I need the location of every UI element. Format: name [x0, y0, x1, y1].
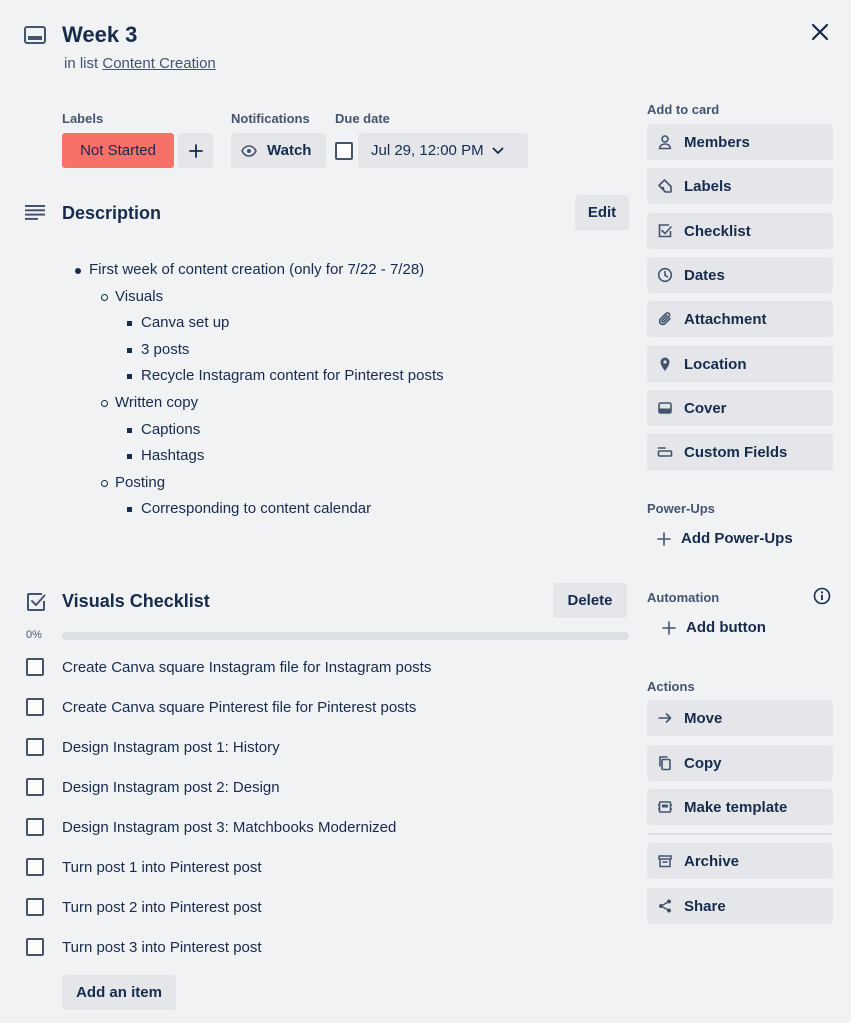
checklist-item[interactable]: [26, 935, 626, 959]
add-label-button[interactable]: [178, 133, 213, 168]
dates-button[interactable]: [647, 257, 833, 293]
description-group-label: Posting: [115, 473, 166, 491]
attachment-label: Attachment: [684, 310, 767, 328]
info-icon[interactable]: [813, 587, 831, 605]
add-to-card-heading: Add to card: [647, 102, 720, 117]
list-link[interactable]: Content Creation: [102, 55, 216, 72]
share-icon: [657, 898, 673, 914]
description-body[interactable]: [75, 257, 444, 523]
members-button[interactable]: [647, 124, 833, 160]
checklist-item[interactable]: [26, 815, 626, 839]
checklist-item[interactable]: [26, 775, 626, 799]
members-label: Members: [684, 133, 750, 151]
copy-button[interactable]: [647, 745, 833, 781]
cover-icon: [657, 400, 673, 416]
description-detail: 3 posts: [127, 337, 444, 364]
checklist-item-checkbox[interactable]: [26, 698, 44, 716]
share-button[interactable]: [647, 888, 833, 924]
actions-divider: [647, 833, 833, 835]
checklist-item-text[interactable]: Design Instagram post 3: Matchbooks Modernized: [62, 818, 397, 836]
checklist-item-text[interactable]: Turn post 1 into Pinterest post: [62, 858, 262, 876]
description-detail: Recycle Instagram content for Pinterest posts: [127, 363, 444, 390]
description-detail: Corresponding to content calendar: [127, 496, 444, 523]
description-top-text: First week of content creation (only for 7/22 - 7/28): [89, 261, 425, 278]
labels-label: Labels: [684, 177, 732, 195]
due-date-checkbox[interactable]: [335, 142, 353, 160]
checkbox-icon: [657, 223, 673, 239]
checklist-item-text[interactable]: Create Canva square Instagram file for Instagram posts: [62, 658, 432, 676]
automation-heading: Automation: [647, 590, 720, 605]
close-button[interactable]: [806, 18, 834, 46]
checklist-icon: [26, 592, 46, 612]
archive-button[interactable]: [647, 843, 833, 879]
move-button[interactable]: [647, 700, 833, 736]
checklist-item-checkbox[interactable]: [26, 858, 44, 876]
template-icon: [657, 799, 673, 815]
custom-fields-label: Custom Fields: [684, 443, 788, 461]
cover-label: Cover: [684, 399, 727, 417]
checklist-button[interactable]: [647, 213, 833, 249]
checklist-label: Checklist: [684, 222, 751, 240]
checklist-item-checkbox[interactable]: [26, 818, 44, 836]
power-ups-heading: Power-Ups: [647, 501, 715, 516]
checklist-progress-percent: 0%: [26, 629, 42, 641]
eye-icon: [241, 145, 257, 157]
notifications-heading: Notifications: [231, 111, 310, 126]
copy-label: Copy: [684, 754, 722, 772]
chevron-down-icon: [492, 147, 504, 155]
archive-label: Archive: [684, 852, 740, 870]
person-icon: [657, 134, 673, 150]
description-item: [75, 257, 444, 523]
description-heading: Description: [62, 203, 162, 223]
description-group-label: Visuals: [115, 287, 164, 305]
actions-heading: Actions: [647, 679, 695, 694]
share-label: Share: [684, 897, 726, 915]
dates-label: Dates: [684, 266, 725, 284]
checklist-item-text[interactable]: Design Instagram post 2: Design: [62, 778, 280, 796]
label-not-started[interactable]: Not Started: [62, 133, 174, 168]
checklist-item-checkbox[interactable]: [26, 778, 44, 796]
copy-icon: [657, 755, 673, 771]
location-label: Location: [684, 355, 747, 373]
description-subitem: [101, 390, 444, 470]
add-power-ups-label: Add Power-Ups: [681, 530, 793, 547]
checklist-item-text[interactable]: Turn post 3 into Pinterest post: [62, 938, 262, 956]
list-breadcrumb: [64, 55, 216, 72]
due-date-button[interactable]: [358, 133, 528, 168]
edit-description-button[interactable]: Edit: [575, 195, 629, 230]
checklist-item-checkbox[interactable]: [26, 738, 44, 756]
plus-icon: [657, 532, 671, 546]
description-group-label: Written copy: [115, 393, 199, 411]
checklist-item[interactable]: [26, 895, 626, 919]
watch-label: Watch: [267, 142, 312, 159]
checklist-item-text[interactable]: Create Canva square Pinterest file for Pinterest posts: [62, 698, 417, 716]
checklist-item[interactable]: [26, 735, 626, 759]
checklist-item-checkbox[interactable]: [26, 938, 44, 956]
due-date-heading: Due date: [335, 111, 390, 126]
labels-button[interactable]: [647, 168, 833, 204]
attachment-button[interactable]: [647, 301, 833, 337]
due-date-value: Jul 29, 12:00 PM: [371, 142, 484, 159]
labels-heading: Labels: [62, 111, 104, 126]
map-pin-icon: [657, 356, 673, 372]
move-label: Move: [684, 709, 723, 727]
description-icon: [25, 205, 45, 220]
checklist-heading[interactable]: Visuals Checklist: [62, 591, 210, 611]
checklist-item[interactable]: [26, 655, 626, 679]
arrow-right-icon: [657, 710, 673, 726]
description-subitem: [101, 470, 444, 523]
checklist-item-text[interactable]: Turn post 2 into Pinterest post: [62, 898, 262, 916]
checklist-item[interactable]: [26, 695, 626, 719]
card-icon: [24, 26, 46, 44]
plus-icon: [189, 144, 203, 158]
description-detail: Canva set up: [127, 310, 444, 337]
checklist-item-text[interactable]: Design Instagram post 1: History: [62, 738, 280, 756]
custom-fields-icon: [657, 444, 673, 460]
cover-button[interactable]: [647, 390, 833, 426]
tag-icon: [657, 178, 673, 194]
location-button[interactable]: [647, 346, 833, 382]
description-detail: Captions: [127, 417, 444, 444]
custom-fields-button[interactable]: [647, 434, 833, 470]
in-list-prefix: in list: [64, 55, 99, 72]
add-button-label: Add button: [686, 619, 766, 636]
plus-icon: [662, 621, 676, 635]
paperclip-icon: [657, 311, 673, 327]
close-icon: [811, 23, 829, 41]
make-template-button[interactable]: [647, 789, 833, 825]
watch-button[interactable]: [231, 133, 326, 168]
description-detail: Hashtags: [127, 443, 444, 470]
checklist-item-checkbox[interactable]: [26, 658, 44, 676]
make-template-label: Make template: [684, 798, 788, 816]
add-item-button[interactable]: Add an item: [62, 975, 176, 1010]
add-power-ups-button[interactable]: [657, 530, 793, 547]
clock-icon: [657, 267, 673, 283]
checklist-item-checkbox[interactable]: [26, 898, 44, 916]
add-automation-button[interactable]: [662, 619, 766, 636]
checklist-progress-bar: [62, 632, 629, 640]
checklist-item[interactable]: [26, 855, 626, 879]
card-title[interactable]: Week 3: [62, 22, 138, 47]
description-subitem: [101, 284, 444, 390]
archive-icon: [657, 853, 673, 869]
delete-checklist-button[interactable]: Delete: [553, 583, 627, 618]
